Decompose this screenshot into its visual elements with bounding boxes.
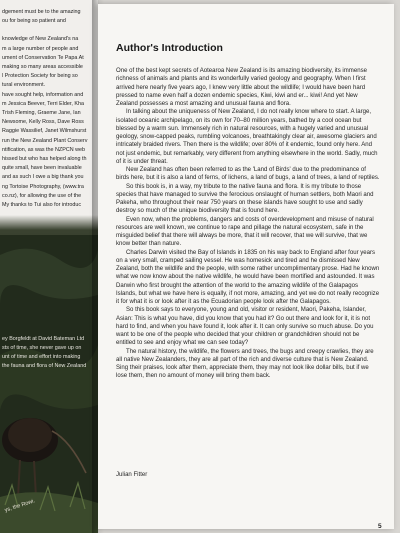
acknowledgement-line: ou for being so patient and	[2, 18, 66, 25]
body-paragraph: In talking about the uniqueness of New Zealand, I do not really know where to start. A large, isolated oceanic archipelago, on its own for 70–80 million years, bathed by a cool ocean but blessed by a warm sun. Immensely rich in natural resources, with a hugely varied and unusual geology, snow-capped peaks, rumbling volcanoes, breathtakingly clear air, awesome glaciers and intricately braided rivers. Then there is the wildlife; over 80% of it endemic, found only here. And not just endemic, but remarkably, very different from anything elsewhere in the world. Sadly, much of it is under threat.	[116, 109, 378, 165]
acknowledgement-line: knowledge of New Zealand's na	[2, 36, 79, 43]
photo-caption-text	[2, 335, 98, 371]
acknowledgement-line	[2, 26, 98, 35]
current-page	[98, 4, 394, 529]
caption-line: ey Borgfeldt at David Bateman Ltd	[2, 336, 85, 342]
acknowledgement-line: dgement must be to the amazing	[2, 9, 81, 15]
body-paragraph: So this book says to everyone, young and old, visitor or resident, Maori, Pakeha, Islander, Asian: This is what you have, did you know that you had it? Go out there and look for it, it is not hard to find, and when you have found it, look after it. It can only survive so much abuse. Do you want to be one of the people who decided that your children or grandchildren should not be entitled to see and enjoy what we can see today?	[116, 307, 374, 347]
acknowledgements-text	[2, 8, 98, 210]
acknowledgement-line: ntification, as was the NZPCN web	[2, 146, 85, 153]
acknowledgement-line: Newsome, Kelly Ross, Dave Ross	[2, 119, 84, 126]
body-paragraph: Even now, when the problems, dangers and costs of overdevelopment and misuse of natural resources are well known, we continue to rape and pillage the natural ecosystem, safe in the misguided belief that there will always be more, that it will recover, that we will survive, that we know better than nature.	[116, 216, 374, 248]
acknowledgement-line: co.nz), for allowing the use of the	[2, 192, 82, 199]
photo-credit: ys, the Rowi.	[4, 498, 36, 514]
kiwi-photo	[0, 235, 98, 533]
body-paragraph: Charles Darwin visited the Bay of Islands in 1835 on his way back to England after four years on a very small, cramped sailing vessel. He was homesick and tired and he dismissed New Zealand, both the wildlife and the people, with some rather uncomplimentary prose. Had he known what we now know about the native wildlife, he would have been mortified and astounded. It was Darwin who first brought the attention of the world to the amazing wildlife of the Galapagos Islands, but what we have here is equally, if not more, amazing, and yet we do not really recognize it for what it is or look after it as the Ecuadorian people look after the Galapagos.	[116, 249, 380, 305]
acknowledgement-line: ng Tortoise Photography, (www.tra	[2, 183, 84, 190]
acknowledgement-line: m Jessica Beever, Terri Elder, Kha	[2, 100, 84, 107]
previous-page	[0, 0, 98, 533]
caption-line: unt of time and effort into making	[2, 354, 81, 360]
acknowledgement-line: making so many areas accessible	[2, 64, 83, 71]
acknowledgement-line: quite small, have been invaluable	[2, 165, 82, 172]
acknowledgement-line: Trish Fleming, Graeme Jane, Ian	[2, 110, 81, 117]
acknowledgement-line: My thanks to Tui also for introduc	[2, 202, 82, 209]
acknowledgement-line: tural environment.	[2, 82, 46, 89]
acknowledgement-line: and as such I owe a big thank you	[2, 174, 84, 181]
acknowledgement-line: Raggie Wassilief, Janet Wilmshurst	[2, 128, 87, 135]
author-signature: Julian Fitter	[116, 472, 148, 478]
acknowledgement-line: m a large number of people and	[2, 45, 79, 52]
introduction-body	[116, 67, 380, 381]
page-number: 5	[378, 523, 382, 530]
acknowledgement-line: have sought help, information and	[2, 91, 84, 98]
page-title: Author's Introduction	[116, 42, 223, 54]
acknowledgement-line: l Protection Society for being so	[2, 73, 78, 80]
acknowledgement-line: hissed but who has helped along th	[2, 156, 87, 163]
body-paragraph: New Zealand has often been referred to as the 'Land of Birds' due to the predominance of birds here, but it is also a land of ferns, of lichens, a land of bugs, a land of trees, a land of reptiles.	[116, 167, 380, 182]
body-paragraph: So this book is, in a way, my tribute to the native fauna and flora. It is my tribute to those species that have managed to survive the ferocious onslaught of human settlers, both Maori and Pakeha, who throughout their near 750 years on these islands have sought to use and sadly destroy so much of the unique biodiversity that is found here.	[116, 183, 374, 215]
caption-line: sts of time, she never gave up on	[2, 345, 82, 351]
caption-line: the fauna and flora of New Zealand	[2, 363, 87, 369]
acknowledgement-line: ument of Conservation Te Papa At	[2, 54, 84, 61]
acknowledgement-line: run the New Zealand Plant Conserv	[2, 137, 88, 144]
body-paragraph: The natural history, the wildlife, the flowers and trees, the bugs and creepy crawlies, they are all native New Zealanders, they are all part of the rich and diverse culture that is New Zealand. Sing their praises, look after them, appreciate them, they may not look like dollar bills, but if we lose them, then no amount of money will bring them back.	[116, 348, 374, 380]
body-paragraph: One of the best kept secrets of Aotearoa New Zealand is its amazing biodiversity, its immense richness of animals and plants and its wonderfully varied geology and geography. When I first arrived here nearly five years ago, I knew very little about the wildlife; I would have been hard pressed to name even half a dozen endemic species, Kiwi, kiwi and er... kiwi! And yet New Zealand possesses a most amazing and unusual fauna and flora.	[116, 68, 367, 107]
